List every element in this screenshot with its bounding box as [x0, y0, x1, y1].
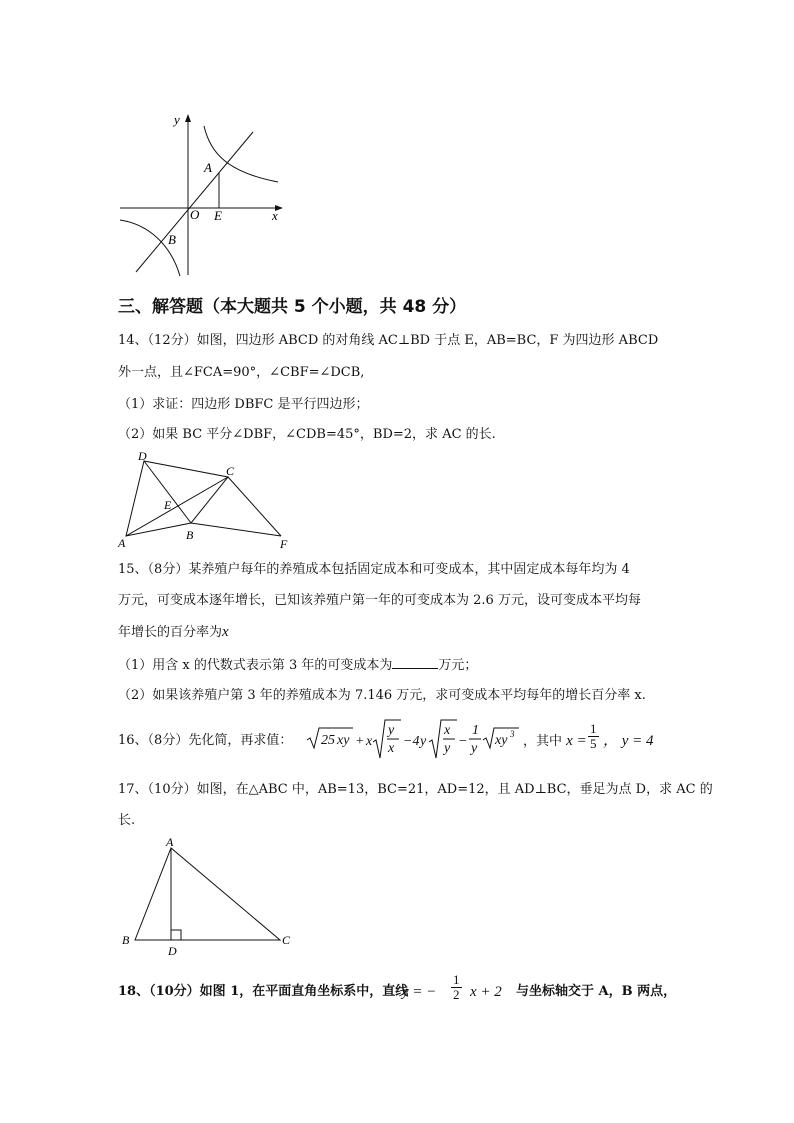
svg-text:1: 1 [472, 723, 479, 738]
q16-middle: ，其中 [523, 734, 563, 749]
q14-part1: （1）求证：四边形 DBFC 是平行四边形； [118, 397, 369, 412]
svg-text:y: y [388, 723, 395, 738]
q14-label-c: C [226, 464, 235, 478]
svg-text:x: x [366, 734, 373, 749]
q15-part2: （2）如果该养殖户第 3 年的养殖成本为 7.146 万元，求可变成本平均每年的增长百分率 x. [118, 688, 646, 703]
q18-prefix: 18、（10分）如图 1，在平面直角坐标系中，直线 [118, 984, 409, 999]
q16-radical-expression [305, 716, 521, 764]
q14-label-e: E [164, 498, 172, 512]
svg-text:x: x [388, 741, 395, 756]
q18-fraction [451, 973, 462, 1002]
q17-triangle-figure [118, 834, 298, 960]
q15-answer-blank [392, 656, 438, 669]
q15-line3 [118, 624, 229, 641]
q15-var-x: x [222, 624, 229, 640]
q16-fraction-denominator: 5 [590, 736, 597, 751]
hyperbola-graph [118, 112, 288, 277]
point-a-label: A [204, 160, 212, 175]
svg-text:3: 3 [510, 729, 515, 739]
q15-part1-pre: （1）用含 x 的代数式表示第 3 年的可变成本为 [118, 658, 393, 673]
q18-eq-y-text: y = − [402, 984, 437, 1000]
q16-fraction [588, 722, 599, 751]
q15-line3-text: 年增长的百分率为 [118, 625, 223, 640]
q18-eq-rest [470, 984, 502, 1001]
q16-y-eq [603, 733, 654, 750]
svg-text:−4: −4 [403, 734, 420, 749]
q17-line1: 17、（10分）如图，在△ABC 中，AB=13，BC=21，AD=12，且 AD⊥BC，垂足为点 D，求 AC 的 [118, 782, 713, 797]
q17-label-c: C [282, 933, 291, 947]
q14-quadrilateral-figure [116, 448, 296, 552]
q14-label-f: F [280, 537, 288, 551]
q14-label-a: A [118, 536, 126, 550]
q15-part1-post: 万元； [438, 658, 478, 673]
point-o-label: O [190, 207, 200, 222]
q17-label-d: D [168, 944, 177, 958]
q14-label-b: B [186, 528, 194, 542]
q18-eq-y [402, 984, 436, 1001]
svg-text:−: − [458, 734, 468, 749]
q16-x-eq: x = [566, 733, 587, 749]
q14-part2: （2）如果 BC 平分∠DBF，∠CDB=45°，BD=2，求 AC 的长. [118, 427, 496, 442]
svg-text:+: + [355, 734, 365, 749]
x-axis-label: x [272, 208, 278, 223]
svg-text:xy: xy [337, 733, 350, 748]
q17-label-b: B [122, 933, 130, 947]
q15-line1: 15、（8分）某养殖户每年的养殖成本包括固定成本和可变成本，其中固定成本每年均为 4 [118, 562, 630, 577]
y-axis-label: y [174, 112, 180, 127]
svg-text:xy: xy [495, 733, 508, 748]
q16-fraction-numerator: 1 [590, 721, 597, 736]
point-b-label: B [168, 232, 176, 247]
q16-condition [523, 733, 587, 750]
q14-label-d: D [138, 449, 147, 463]
q16-prefix: 16、（8分）先化简，再求值： [118, 733, 293, 748]
svg-text:y: y [420, 734, 427, 749]
q14-line1: 14、（12分）如图，四边形 ABCD 的对角线 AC⊥BD 于点 E，AB=BC，F 为四边形 ABCD [118, 333, 659, 348]
svg-text:y: y [471, 741, 478, 756]
svg-text:25: 25 [321, 733, 335, 748]
q15-line2: 万元，可变成本逐年增长，已知该养殖户第一年的可变成本为 2.6 万元，设可变成本平均每 [118, 593, 641, 608]
q14-line2: 外一点，且∠FCA=90°，∠CBF=∠DCB, [118, 365, 365, 380]
q18-suffix: 与坐标轴交于 A，B 两点， [516, 984, 677, 999]
point-e-label: E [214, 208, 222, 223]
section-title: 三、解答题（本大题共 5 个小题，共 48 分） [118, 297, 467, 317]
q16-y-condition: ， y = 4 [603, 733, 654, 749]
q15-part1 [118, 656, 477, 674]
q17-label-a: A [166, 835, 174, 849]
q17-line2: 长. [118, 813, 136, 828]
svg-text:y: y [444, 741, 451, 756]
q18-fraction-denominator: 2 [453, 987, 460, 1002]
svg-text:x: x [444, 723, 451, 738]
q18-eq-rest-text: x + 2 [470, 984, 502, 1000]
q18-fraction-numerator: 1 [453, 972, 460, 987]
